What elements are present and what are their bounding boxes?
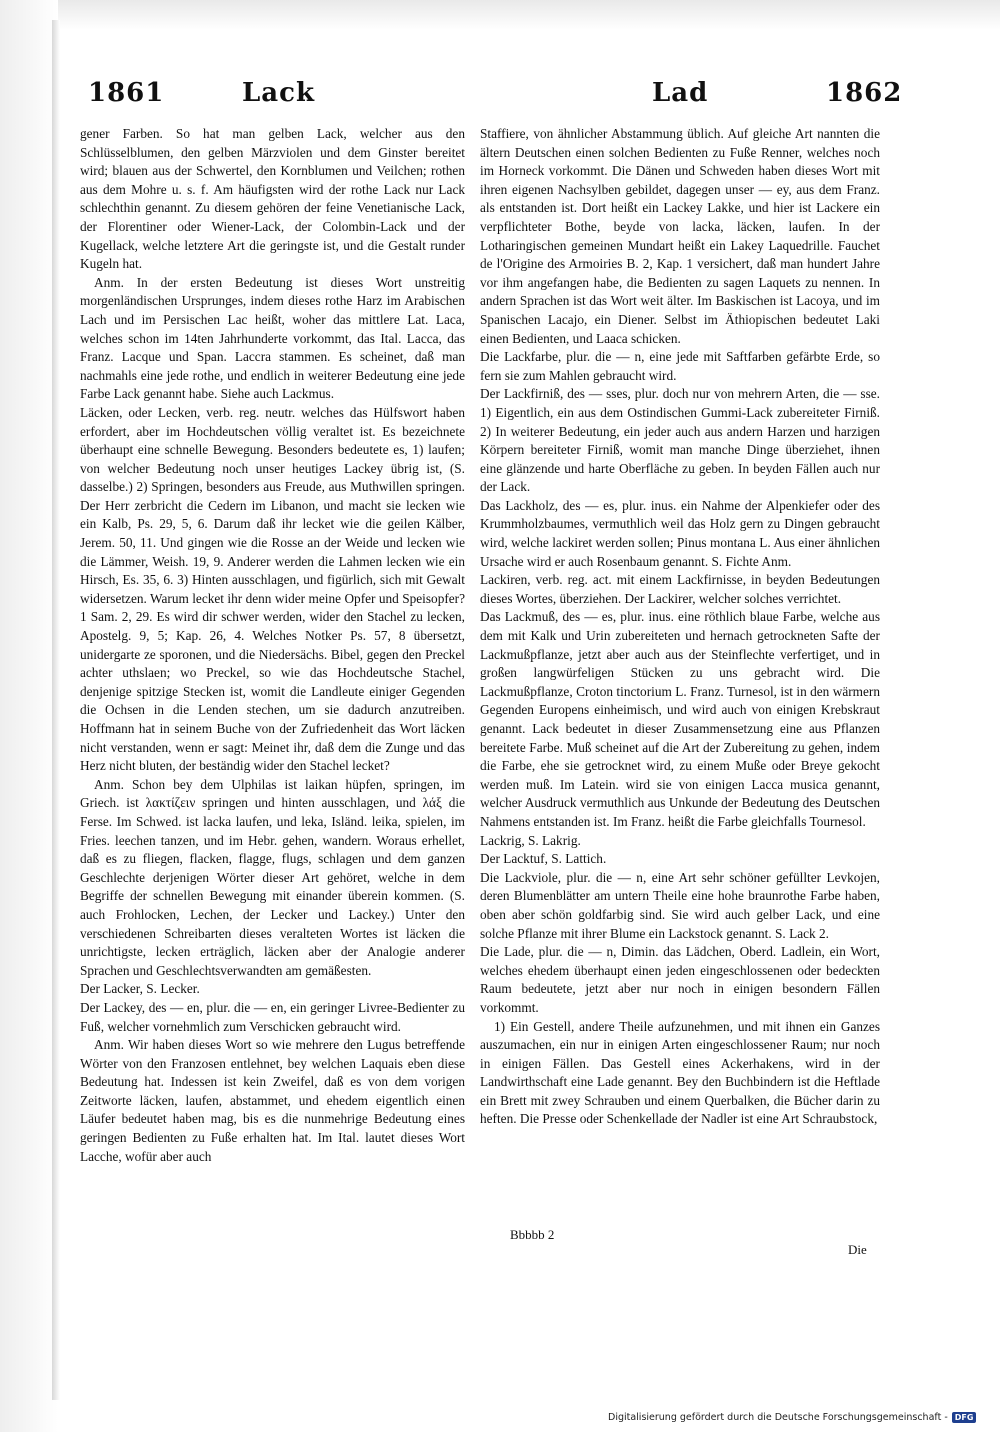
scan-edge-top: [0, 0, 1000, 30]
dictionary-entry: Läcken, oder Lecken, verb. reg. neutr. welches das Hülfswort haben erfordert, aber im Hochdeutschen völlig veraltet ist. Es bezeichnete überhaupt eine schnelle Bewegung. Besonders bedeutete es, 1) laufen; von welcher Bedeutung noch unser heutiges Lackey übrig ist, (S. dasselbe.) 2) Springen, besonders aus Freude, aus Muthwillen springen. Der Herr zerbricht die Cedern im Libanon, und macht sie lecken wie ein Kalb, Ps. 29, 5, 6. Darum daß ihr lecket wie die geilen Kälber, Jerem. 50, 11. Und gingen wie die Rosse an der Weide und lecken wie die Lämmer, Weish. 19, 9. Anderer werden die Lahmen lecken wie ein Hirsch, Es. 35, 6. 3) Hinten ausschlagen, und figürlich, sich mit Gewalt widersetzen. Warum lecket ihr denn wider meine Opfer und Speisopfer? 1 Sam. 2, 29. Es wird dir schwer werden, wider den Stachel zu lecken, Apostelg. 9, 5; Kap. 26, 4. Welches Notker Ps. 57, 8 übersetzt, unidergarte ze sporonen, und die Niedersächs. Bibel, gegen den Preckel achter uthslaen; wo Preckel, so wie das Hochdeutsche Stachel, denjenige spitzige Stecken ist, womit die Landleute einiger Gegenden die Ochsen in die Lenden stechen, um sie dadurch anzutreiben. Hoffmann hat in seinem Buche von der Zufriedenheit das Wort läcken nicht verstanden, wenn er sagt: Meinet ihr, daß dem die Zunge und das Herz nicht bluten, der beständig wider den Stachel lecket?: [80, 404, 465, 774]
dictionary-entry: Lackrig, S. Lakrig.: [480, 832, 581, 848]
left-page-number: 1861: [88, 78, 165, 108]
paragraph: Anm. Schon bey dem Ulphilas ist laikan hüpfen, springen, im Griech. ist λακτίζειν springen und hinten ausschlagen, und λάξ die Ferse. Im Schwed. ist lacka laufen, und leka, Isländ. leika, spielen, im Fries. leechen tanzen, und im Hebr. gehen, wandern. Woraus erhellet, daß es zu fliegen, flacken, flagge, flugs, schlagen und dem ganzen Geschlechte derjenigen Wörter dieser Art gehöret, welche in dem Begriffe der schnellen Bewegung mit einander überein kommen. (S. auch Frohlocken, Lechen, der Lecker und Lackey.) Unter den verschiedenen Schreibarten dieses veralteten Wortes ist läcken die unrichtigste, lecken erträglich, läcken aber der Analogie anderer Sprachen und Geschlechtsverwandten am gemäßesten.: [80, 776, 465, 978]
dictionary-entry: Der Lacktuf, S. Lattich.: [480, 851, 607, 867]
scan-edge-left: [0, 0, 58, 1432]
left-running-head: Lack: [242, 78, 315, 108]
paragraph: Anm. Wir haben dieses Wort so wie mehrere den Lugus betreffende Wörter von den Franzosen entlehnet, bey welchen Laquais eben diese Bedeutung hat. Indessen ist kein Zweifel, daß es von dem vorigen Zeitworte läcken, laufen, abstammet, und ehedem eigentlich einen Läufer bedeutet haben mag, bis es die nunmehrige Bedeutung eines geringen Bedienten zu Fuße erhalten hat. Im Ital. lautet dieses Wort Lacche, wofür aber auch: [80, 1037, 465, 1164]
dictionary-entry: Das Lackholz, des — es, plur. inus. ein Nahme der Alpenkiefer oder des Krummholzbaumes, vermuthlich weil das Holz gern zu Dingen gebraucht wird, welche lackiret werden sollen; Pinus montana L. Aus einer ähnlichen Ursache wird er auch Rosenbaum genannt. S. Fichte Anm.: [480, 497, 880, 569]
paragraph: Staffiere, von ähnlicher Abstammung üblich. Auf gleiche Art nannten die ältern Deutschen einen solchen Bedienten zu Fuße Renner, welches noch im Horneck vorkommt. Die Dänen und Schweden haben dieses Wort mit ihren eigenen Nachsylben gebildet, dagegen unser — ey, aus dem Franz. als entstanden ist. Dort heißt ein Lackey Lakke, und hier ist Lackere ein verpflichteter Bothe, beyde von lacka, läcken, laufen. In der Lotharingischen gemeinen Mundart heißt ein Lakey Laquedrille. Fauchet de l'Origine des Armoiries B. 2, Kap. 1 versichert, daß man hundert Jahre vor ihm angefangen habe, die Bedienten zu sagen Laquets zu nennen. In andern Sprachen ist das Wort weit älter. Im Baskischen ist Lacoya, und im Spanischen Lacajo, ein Diener. Selbst im Äthiopischen bedeutet Laki einen Bedienten, und Laaca schicken.: [480, 126, 880, 346]
right-column: [480, 125, 880, 1129]
catchword: Die: [848, 1242, 867, 1257]
left-column: [80, 125, 465, 1166]
dictionary-entry: Die Lackfarbe, plur. die — n, eine jede mit Saftfarben gefärbte Erde, so fern sie zum Mahlen gebraucht wird.: [480, 349, 880, 383]
dictionary-entry: Das Lackmuß, des — es, plur. inus. eine röthlich blaue Farbe, welche aus dem mit Kalk und Urin zubereiteten und hernach getrockneten Safte der Lackmußpflanze, jetzt aber auch aus der Steinflechte verfertiget, und in großen langwürfeligen Stücken zu uns gebracht wird. Die Lackmußpflanze, Croton tinctorium L. Franz. Turnesol, ist in den wärmern Gegenden Europens einheimisch, und wird auch von einigen Krebskraut genannt. Lack bedeutet in dieser Zusammensetzung eine aus Pflanzen bereitete Farbe. Muß scheinet auf die Art der Zubereitung zu gehen, indem die Farbe, ehe sie getrocknet wird, zu einem Muße oder Breye gekocht werden muß. Im Latein. wird sie von einigen Lacca musica genannt, welcher Ausdruck vermuthlich aus Unkunde der Bedeutung des Deutschen Nahmens entstanden ist. Im Franz. heißt die Farbe gleichfalls Tournesol.: [480, 609, 880, 829]
footer-credit: [608, 1412, 976, 1423]
spine-shadow: [52, 20, 60, 1400]
dictionary-entry: Der Lacker, S. Lecker.: [80, 981, 200, 997]
dictionary-entry: Der Lackey, des — en, plur. die — en, ein geringer Livree-Bedienter zu Fuß, welcher vornehmlich zum Verschicken gebraucht wird.: [80, 999, 465, 1034]
footer-text: Digitalisierung gefördert durch die Deutsche Forschungsgemeinschaft -: [608, 1412, 948, 1423]
paragraph: Anm. In der ersten Bedeutung ist dieses Wort unstreitig morgenländischen Ursprunges, indem dieses rothe Harz im Arabischen Lach und im Persischen Lac heißt, woher das mittlere Lat. Laca, welches schon im 14ten Jahrhunderte vorkommt, das Ital. Lacca, das Franz. Lacque und Span. Laccra stammen. Es scheinet, daß man nachmahls eine jede rothe, und endlich in weiterer Bedeutung eine jede Farbe Lack genannt habe. Siehe auch Lackmus.: [80, 274, 465, 402]
dictionary-entry: Der Lackfirniß, des — sses, plur. doch nur von mehrern Arten, die — sse. 1) Eigentlich, ein aus dem Ostindischen Gummi-Lack zubereiteter Firniß. 2) In weiterer Bedeutung, ein jeder auch aus andern Harzen und harzigen Körpern bereiteter Firniß, womit man manche Dinge überziehet, ihnen eine glänzende und harte Oberfläche zu geben. In beyden Fällen auch nur der Lack.: [480, 386, 880, 495]
right-page-number: 1862: [826, 78, 903, 108]
dictionary-entry: Die Lade, plur. die — n, Dimin. das Lädchen, Oberd. Ladlein, ein Wort, welches ehedem überhaupt einen jeden eingeschlossenen oder bedeckten Raum bedeutete, jetzt aber nur noch in einigen besondern Fällen vorkommt.: [480, 944, 880, 1015]
dictionary-entry: Lackiren, verb. reg. act. mit einem Lackfirnisse, in beyden Bedeutungen dieses Wortes, überziehen. Der Lackirer, welcher solches verrichtet.: [480, 572, 880, 606]
right-running-head: Lad: [652, 78, 709, 108]
signature-mark: Bbbbb 2: [510, 1227, 555, 1242]
dfg-logo: DFG: [952, 1412, 977, 1423]
paragraph: 1) Ein Gestell, andere Theile aufzunehmen, und mit ihnen ein Ganzes auszumachen, ein nur in einigen Arten eingeschlossener Raum; nur noch in einigen Fällen. Das Gestell eines Ackerhakens, wird in der Landwirthschaft eine Lade genannt. Bey den Buchbindern ist die Heftlade ein Brett mit zwey Schrauben und einem Querbalken, die Bücher darin zu heften. Die Presse oder Schenkellade der Nadler ist eine Art Schraubstock,: [480, 1018, 880, 1127]
paragraph: gener Farben. So hat man gelben Lack, welcher aus den Schlüsselblumen, den gelben Märzviolen und dem Ginster bereitet wird; blauen aus der Schwertel, den Kornblumen und Veilchen; rothen aus dem Mohre u. s. f. Am häufigsten wird der rothe Lack nur Lack schlechthin genannt. Zu diesem gehören der feine Venetianische Lack, der Florentiner oder Wiener-Lack, der Colombin-Lack und der Kugellack, welche letztere Art die geringste ist, und die Gestalt runder Kugeln hat.: [80, 126, 465, 272]
dictionary-entry: Die Lackviole, plur. die — n, eine Art sehr schöner gefüllter Levkojen, deren Blumenblätter am untern Theile eine hohe braunrothe Farbe haben, oben aber schön goldfarbig sind. Sie wird auch gelber Lack, und eine solche Pflanze mit ihrer Blume ein Lackstock genannt. S. Lack 2.: [480, 869, 880, 941]
